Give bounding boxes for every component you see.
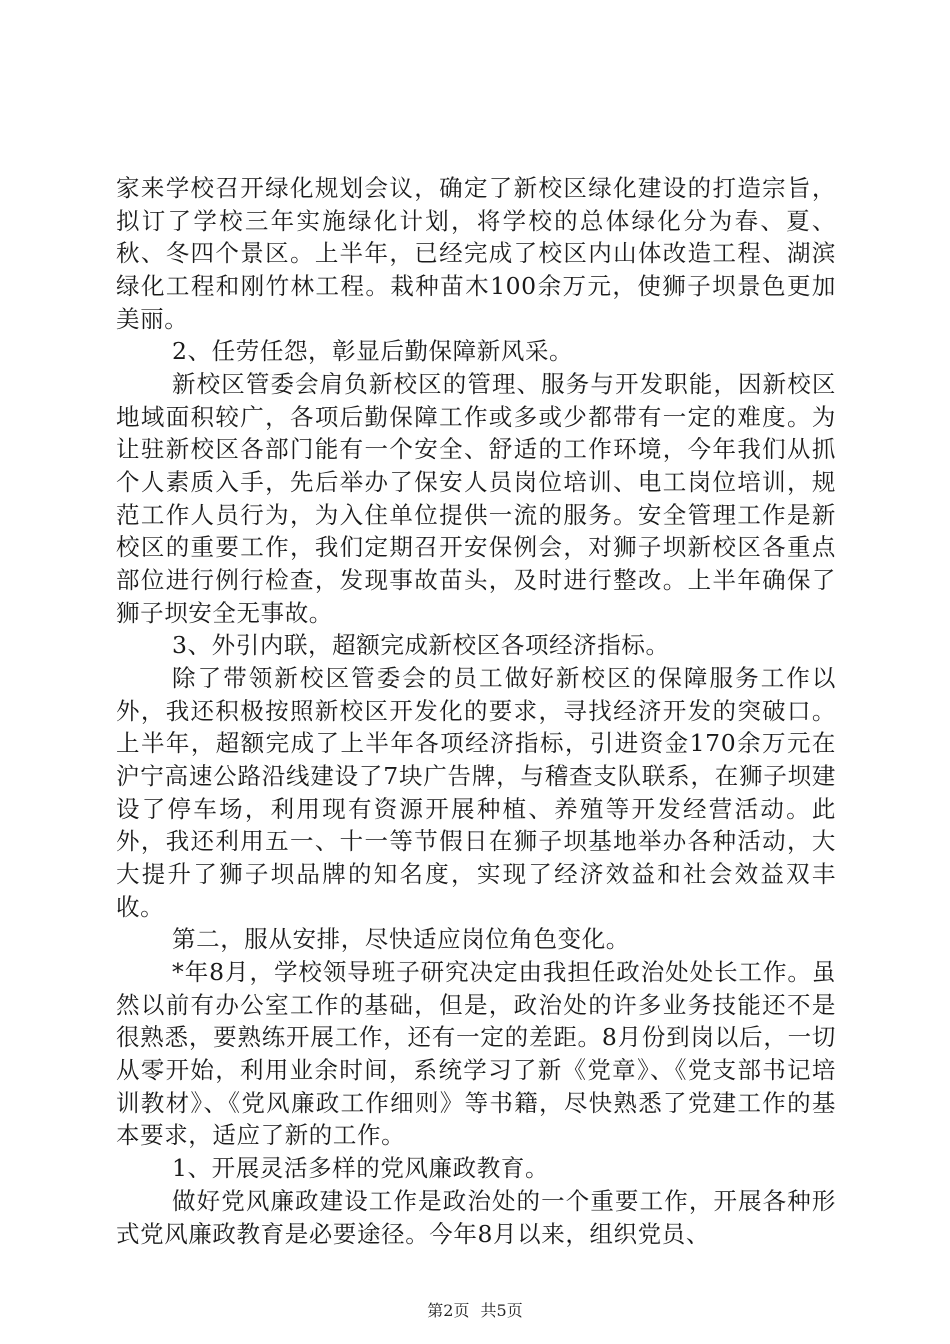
page-total: 共5页	[480, 1301, 523, 1320]
paragraph-4: 3、外引内联，超额完成新校区各项经济指标。	[172, 631, 670, 660]
document-body	[116, 172, 836, 1250]
paragraph-9: 做好党风廉政建设工作是政治处的一个重要工作，开展各种形式党风廉政教育是必要途径。今年8月以来，组织党员、	[116, 1186, 836, 1248]
paragraph-1: 家来学校召开绿化规划会议，确定了新校区绿化建设的打造宗旨，拟订了学校三年实施绿化计划，将学校的总体绿化分为春、夏、秋、冬四个景区。上半年，已经完成了校区内山体改造工程、湖滨绿化工程和刚竹林工程。栽种苗木100余万元，使狮子坝景色更加美丽。	[116, 174, 836, 333]
paragraph-6: 第二，服从安排，尽快适应岗位角色变化。	[172, 925, 630, 954]
paragraph-3: 新校区管委会肩负新校区的管理、服务与开发职能，因新校区地域面积较广，各项后勤保障工作或多或少都带有一定的难度。为让驻新校区各部门能有一个安全、舒适的工作环境，今年我们从抓个人素质入手，先后举办了保安人员岗位培训、电工岗位培训，规范工作人员行为，为入住单位提供一流的服务。安全管理工作是新校区的重要工作，我们定期召开安保例会，对狮子坝新校区各重点部位进行例行检查，发现事故苗头，及时进行整改。上半年确保了狮子坝安全无事故。	[116, 370, 836, 627]
paragraph-8: 1、开展灵活多样的党风廉政教育。	[172, 1154, 550, 1183]
paragraph-5: 除了带领新校区管委会的员工做好新校区的保障服务工作以外，我还积极按照新校区开发化的要求，寻找经济开发的突破口。上半年，超额完成了上半年各项经济指标，引进资金170余万元在沪宁高速公路沿线建设了7块广告牌，与稽查支队联系，在狮子坝建设了停车场，利用现有资源开展种植、养殖等开发经营活动。此外，我还利用五一、十一等节假日在狮子坝基地举办各种活动，大大提升了狮子坝品牌的知名度，实现了经济效益和社会效益双丰收。	[116, 664, 836, 921]
page-number: 第2页	[427, 1301, 470, 1320]
page-footer	[0, 1298, 950, 1321]
paragraph-7: *年8月，学校领导班子研究决定由我担任政治处处长工作。虽然以前有办公室工作的基础，但是，政治处的许多业务技能还不是很熟悉，要熟练开展工作，还有一定的差距。8月份到岗以后，一切从零开始，利用业余时间，系统学习了新《党章》、《党支部书记培训教材》、《党风廉政工作细则》等书籍，尽快熟悉了党建工作的基本要求，适应了新的工作。	[116, 958, 836, 1150]
paragraph-2: 2、任劳任怨，彰显后勤保障新风采。	[172, 337, 574, 366]
